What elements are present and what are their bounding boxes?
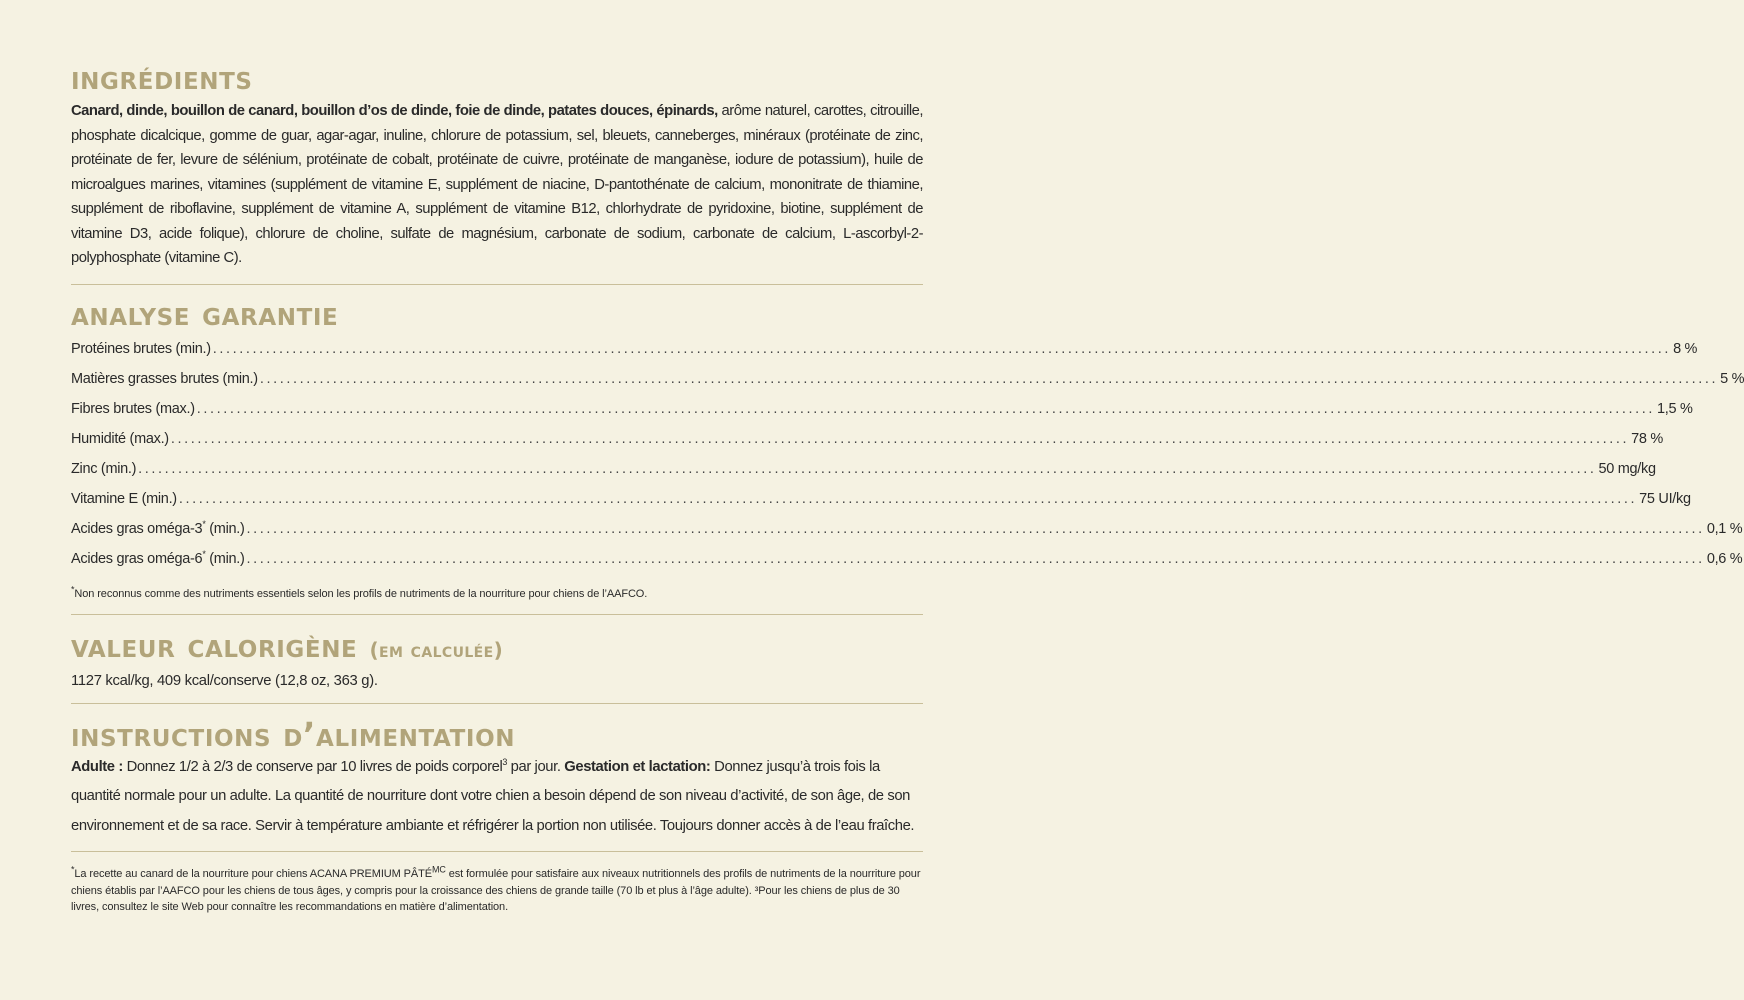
leader-dots: ............................................................................................................................................................................................................................ (246, 520, 1705, 537)
divider (71, 614, 923, 615)
analysis-value: 75 UI/kg (1639, 490, 1691, 507)
leader-dots: ............................................................................................................................................................................................................................ (138, 460, 1597, 477)
analysis-row (71, 394, 1693, 424)
analysis-label-text: Humidité (max.) (71, 430, 169, 447)
adult-sup: 3 (502, 756, 507, 767)
leader-dots: ............................................................................................................................................................................................................................ (212, 340, 1672, 357)
divider (71, 284, 923, 285)
analysis-label (71, 364, 258, 394)
adult-label: Adulte : (71, 758, 123, 775)
analysis-label-text: Acides gras oméga-6 (71, 550, 203, 567)
leader-dots: ............................................................................................................................................................................................................................ (259, 370, 1719, 387)
footnote-marker: * (71, 864, 75, 875)
gestation-text: Donnez jusqu’à trois fois la quantité normale pour un adulte. La quantité de nourriture dont votre chien a besoin dépend de son niveau d’activité, de son âge, de son environnement et de sa race. Servir à température ambiante et réfrigérer la portion non utilisée. Toujours donner accès à de l’eau fraîche. (71, 758, 915, 834)
analysis-row (71, 544, 1743, 574)
divider (71, 851, 923, 852)
calorie-heading-main: valeur calorigène (71, 625, 358, 665)
analysis-label-suffix: (min.) (205, 550, 245, 567)
calorie-heading (71, 625, 923, 668)
analysis-value: 8 % (1673, 340, 1698, 357)
analysis-label-text: Zinc (min.) (71, 460, 137, 477)
calorie-text: 1127 kcal/kg, 409 kcal/conserve (12,8 oz, 363 g). (71, 672, 378, 689)
analysis-table (71, 334, 1744, 574)
trademark-mark: MC (432, 864, 446, 875)
leader-dots: ............................................................................................................................................................................................................................ (196, 400, 1656, 417)
analysis-label-text: Protéines brutes (min.) (71, 340, 211, 357)
feeding-text (71, 753, 923, 842)
analysis-label-suffix: (min.) (205, 520, 245, 537)
ingredients-text (71, 99, 923, 271)
analysis-label (71, 454, 136, 484)
analysis-note (71, 583, 923, 602)
adult-text-b: par jour. (506, 758, 565, 775)
analysis-value: 78 % (1631, 430, 1663, 447)
analysis-label (71, 424, 169, 454)
content (71, 58, 1744, 916)
analysis-row (71, 424, 1663, 454)
analysis-label (71, 544, 245, 574)
footnote-text-b: est formulée pour satisfaire aux niveaux nutritionnels des profils de nutriments de la nourriture pour chiens établis par l’AAFCO pour les chiens de tous âges, y compris pour la croissance des chiens de grande taille (70 lb et plus à l’âge adulte). ³Pour les chiens de plus de 30 livres, consultez le site Web pour connaître les recommandations en matière d’alimentation. (71, 868, 921, 913)
analysis-label-text: Vitamine E (min.) (71, 490, 177, 507)
analysis-label (71, 334, 211, 364)
adult-text-a: Donnez 1/2 à 2/3 de conserve par 10 livres de poids corporel (122, 758, 503, 775)
analysis-label-text: Acides gras oméga-3 (71, 520, 203, 537)
analysis-value: 0,6 % (1706, 550, 1743, 567)
ingredients-heading: ingrédients (71, 58, 253, 97)
analysis-row (71, 334, 1698, 364)
analysis-label (71, 514, 245, 544)
analysis-label (71, 394, 195, 424)
analysis-row (71, 484, 1691, 514)
analysis-value: 1,5 % (1657, 400, 1693, 417)
gestation-label: Gestation et lactation: (564, 758, 711, 775)
footnote-text-a: La recette au canard de la nourriture pour chiens ACANA PREMIUM PÂTÉ (74, 868, 433, 880)
analysis-label-text: Matières grasses brutes (min.) (71, 370, 258, 387)
note-text: Non reconnus comme des nutriments essentiels selon les profils de nutriments de la nourriture pour chiens de l’AAFCO. (74, 587, 648, 600)
ingredients-rest: arôme naturel, carottes, citrouille, phosphate dicalcique, gomme de guar, agar-agar, inuline, chlorure de potassium, sel, bleuets, canneberges, minéraux (protéinate de zinc, protéinate de fer, levure de sélénium, protéinate de cobalt, protéinate de cuivre, protéinate de manganèse, iodure de potassium), huile de microalgues marines, vitamines (supplément de vitamine E, supplément de niacine, D-pantothénate de calcium, mononitrate de thiamine, supplément de riboflavine, supplément de vitamine A, supplément de vitamine B12, chlorhydrate de pyridoxine, biotine, supplément de vitamine D3, acide folique), chlorure de choline, sulfate de magnésium, carbonate de sodium, carbonate de calcium, L-ascorbyl-2-polyphosphate (vitamine C). (71, 103, 923, 266)
analysis-value: 50 mg/kg (1598, 460, 1656, 477)
analysis-label (71, 484, 177, 514)
divider (71, 703, 923, 704)
calorie-heading-sub: (em calculée) (369, 637, 504, 662)
analysis-heading: analyse garantie (71, 293, 339, 333)
analysis-value: 5 % (1720, 370, 1744, 387)
feeding-heading: instructions d’alimentation (71, 714, 516, 754)
leader-dots: ............................................................................................................................................................................................................................ (178, 490, 1638, 507)
ingredients-main: Canard, dinde, bouillon de canard, bouillon d’os de dinde, foie de dinde, patates douces, épinards, (71, 103, 718, 119)
footnote (71, 866, 923, 916)
leader-dots: ............................................................................................................................................................................................................................ (170, 430, 1630, 447)
analysis-row (71, 514, 1743, 544)
analysis-label-marker: * (202, 548, 206, 559)
analysis-value: 0,1 % (1706, 520, 1743, 537)
leader-dots: ............................................................................................................................................................................................................................ (246, 550, 1705, 567)
analysis-label-marker: * (202, 518, 206, 529)
analysis-row (71, 454, 1656, 484)
analysis-row (71, 364, 1744, 394)
note-marker: * (71, 583, 75, 594)
analysis-label-text: Fibres brutes (max.) (71, 400, 195, 417)
